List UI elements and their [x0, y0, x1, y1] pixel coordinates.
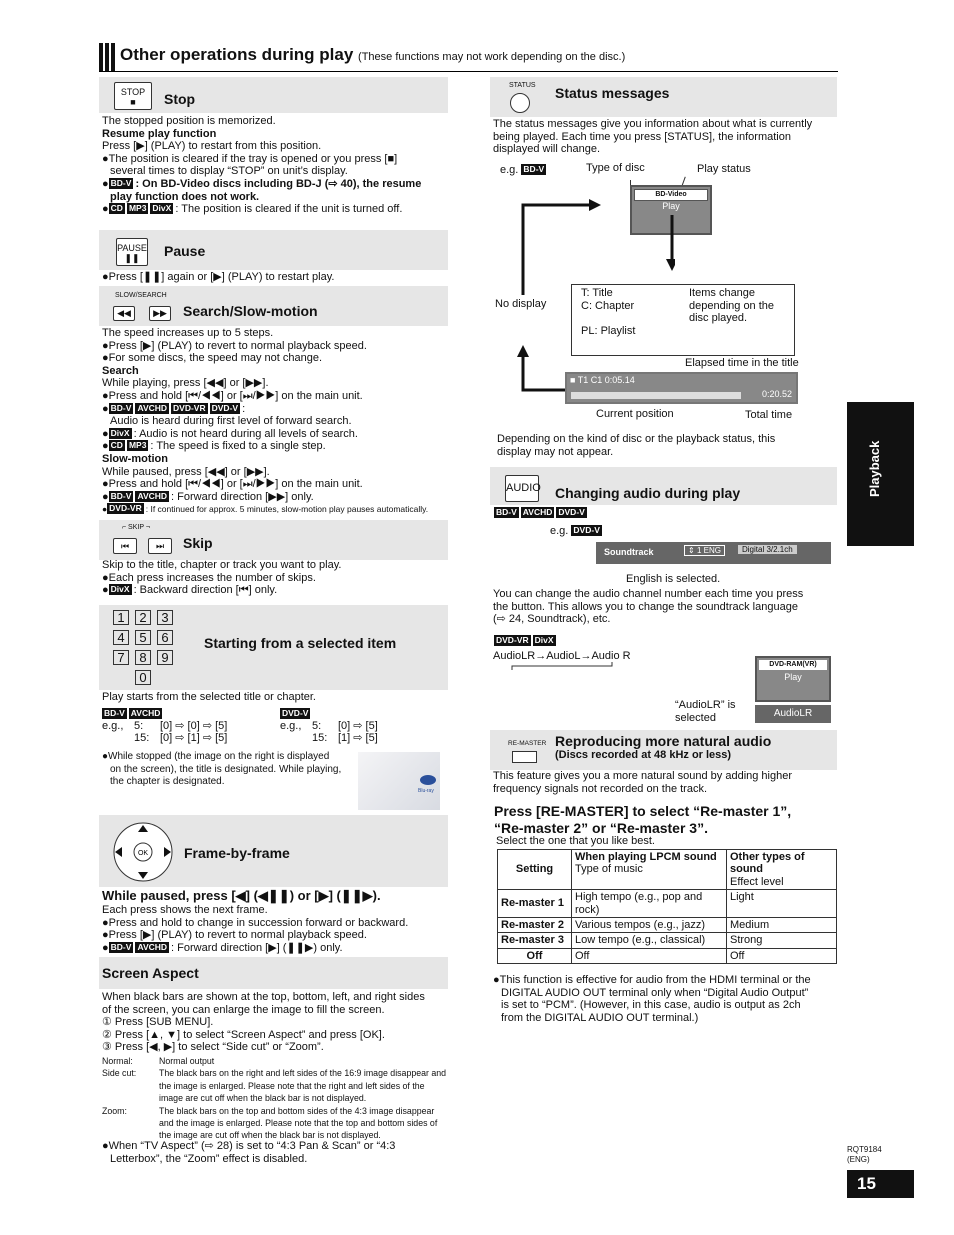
- tag-bd-v: BD-V: [104, 708, 125, 718]
- table-header-cell: [727, 850, 837, 890]
- tag-avchd: AVCHD: [522, 507, 553, 517]
- table-cell: Low tempo (e.g., classical): [572, 933, 727, 948]
- search-line: : The speed is fixed to a single step.: [150, 440, 326, 453]
- ram-label: DVD-RAM(VR): [759, 660, 827, 670]
- soundtrack-language: ⇕ 1 ENG: [684, 545, 725, 556]
- remaster-table: [497, 849, 837, 964]
- eg-label: e.g.,: [280, 720, 302, 732]
- remaster-select-line: Select the one that you like best.: [496, 835, 655, 847]
- fast-forward-icon: ▶▶: [149, 306, 171, 321]
- audiolr-selected-label: [675, 699, 736, 724]
- tag-divx: DivX: [110, 584, 130, 595]
- audio-tags: [494, 507, 589, 519]
- tag-divx: DivX: [534, 635, 554, 645]
- note-line: DIGITAL AUDIO OUT terminal only when “Digital Audio Output”: [501, 986, 809, 999]
- ram-play: Play: [784, 672, 802, 682]
- search-line: While paused, press [◀◀] or [▶▶].: [102, 465, 270, 478]
- eg-value: [1] ⇨ [5]: [338, 732, 378, 745]
- svg-text:Blu-ray: Blu-ray: [418, 788, 434, 794]
- remaster-button-label: RE-MASTER: [508, 740, 547, 747]
- search-body: The speed increases up to 5 steps. ●Press [▶] (PLAY) to revert to normal playback speed. ●For some discs, the speed may not change. Search While playing, press [◀◀] or [▶▶]. ●Press and hold [⏮/◀◀] or [⏭/▶▶] on the main unit. ● BD-V AVCHD DVD-VR DVD-V : Audio is heard during first level of forward search. ● DivX : Audio is not heard during all levels of search. ● CD MP3 : The speed is fixed to a single step. Slow-motion While paused, press [◀◀] or [▶▶]. ●Press and hold [⏮/◀◀] or [⏭/▶▶] on the main unit. ● BD-V AVCHD : Forward direction [▶▶] only. ● DVD-VR : If continued for approx. 5 minutes, slow-motion play pauses automatically.: [102, 327, 447, 516]
- search-button-label: SLOW/SEARCH: [115, 292, 167, 299]
- table-row: [498, 918, 837, 933]
- info-box: [571, 284, 795, 356]
- status-line: The status messages give you information about what is currently: [493, 118, 813, 130]
- table-row: [498, 948, 837, 963]
- total-time-value: 0:20.52: [761, 389, 792, 399]
- info-line: Items change: [689, 287, 756, 299]
- audio-body: [493, 588, 838, 626]
- doc-code-line: (ENG): [847, 1155, 870, 1164]
- stop-line: The stopped position is memorized.: [102, 115, 276, 127]
- audio-button-icon: AUDIO: [505, 475, 539, 502]
- remaster-note: [493, 974, 838, 1024]
- side-tab-label: Playback: [867, 440, 882, 497]
- def-term: Normal:: [102, 1056, 133, 1066]
- skip-back-icon: ⏮: [113, 538, 137, 554]
- status-screen-2: [565, 372, 798, 404]
- soundtrack-label: Soundtrack: [604, 547, 654, 557]
- tag-avchd: AVCHD: [137, 490, 168, 501]
- aspect-line: When black bars are shown at the top, bottom, left, and right sides: [102, 991, 425, 1003]
- header-line: Effect level: [730, 875, 784, 888]
- pause-button-label: PAUSE: [117, 243, 147, 253]
- progress-bar: [571, 392, 741, 399]
- tag-mp3: MP3: [128, 203, 147, 214]
- eg-key: 15:: [134, 732, 150, 745]
- note-line: Depending on the kind of disc or the playback status, this: [497, 433, 776, 445]
- no-display-label: No display: [495, 298, 547, 310]
- eg-value: [0] ⇨ [5]: [338, 720, 378, 732]
- bluray-disc-icon: [358, 752, 440, 810]
- stop-line: several times to display “STOP” on unit’s display.: [110, 165, 348, 178]
- audio-cycle: AudioLR→AudioL→Audio R: [493, 650, 631, 662]
- tag-dvd-v: DVD-V: [573, 525, 600, 535]
- status-button-label: STATUS: [509, 82, 536, 89]
- stop-body: The stopped position is memorized. Resume play function Press [▶] (PLAY) to restart from this position. ●The position is cleared if the tray is opened or you press [■] several times to display “STOP” on unit’s display. ● BD-V : On BD-Video discs including BD-J (⇨ 40), the resume play function does not work. ● CD MP3 DivX : The position is cleared if the unit is turned off.: [102, 115, 447, 216]
- eg-label: e.g.,: [102, 720, 124, 732]
- def-text: The black bars on the right and left sides of the 16:9 image disappear and the image is enlarged. Please note that the right and left sides of the image are cut off when the black bar is not displayed.: [159, 1068, 447, 1104]
- dpad-icon: [108, 820, 178, 884]
- search-line: : Audio is not heard during all levels of search.: [133, 427, 358, 440]
- tag-avchd: AVCHD: [137, 941, 168, 952]
- pause-button-icon: PAUSE ❚❚: [116, 238, 148, 266]
- soundtrack-format: Digital 3/2.1ch: [738, 545, 797, 554]
- search-subheading: Search: [102, 364, 139, 377]
- frame-line: : Forward direction [▶] (❚❚▶) only.: [171, 941, 343, 954]
- table-cell: Re-master 3: [498, 933, 572, 948]
- selected-left-tags: [102, 708, 164, 720]
- aspect-definitions: [102, 1055, 447, 1142]
- header-bars: [99, 43, 115, 71]
- dvd-ram-screen: [755, 656, 831, 702]
- type-of-disc-label: Type of disc: [586, 162, 645, 174]
- def-text: Normal output: [159, 1056, 215, 1066]
- eg-label: e.g.: [550, 525, 569, 537]
- play-status-label: Play status: [697, 163, 751, 175]
- status-body: [493, 118, 838, 156]
- tag-dvd-vr: DVD-VR: [173, 402, 206, 413]
- skip-label-text: SKIP: [128, 524, 144, 531]
- eg-label: e.g.: [500, 164, 519, 176]
- key-2: 2: [135, 610, 151, 625]
- note-line: is set to “PCM”. (However, in this case, audio is output as 2ch: [501, 999, 801, 1012]
- frame-body: Each press shows the next frame. ●Press and hold to change in succession forward or backward. ●Press [▶] (PLAY) to revert to normal playback speed. ● BD-V AVCHD : Forward direction [▶] (❚❚▶) only.: [102, 904, 447, 954]
- tag-divx: DivX: [110, 427, 130, 438]
- table-cell: Light: [727, 890, 837, 918]
- key-0: 0: [135, 670, 151, 685]
- header-line: When playing LPCM sound: [575, 851, 717, 863]
- tag-avchd: AVCHD: [137, 402, 168, 413]
- selected-right-tags: [280, 708, 312, 720]
- status-line: being played. Each time you press [STATUS], the information: [493, 130, 791, 143]
- search-line: ●For some discs, the speed may not change.: [102, 352, 323, 365]
- stop-line: : On BD-Video discs including BD-J (⇨ 40), the resume: [135, 177, 422, 190]
- tag-bd-v: BD-V: [110, 941, 132, 952]
- aspect-line: ① Press [SUB MENU].: [102, 1016, 214, 1029]
- info-line: [581, 312, 635, 325]
- remaster-heading: Reproducing more natural audio: [555, 733, 772, 749]
- remaster-subheading: (Discs recorded at 48 kHz or less): [555, 749, 732, 761]
- audio-line: You can change the audio channel number each time you press: [493, 588, 804, 600]
- table-cell: Off: [572, 948, 727, 963]
- total-time-label: Total time: [745, 409, 793, 421]
- aspect-heading: Screen Aspect: [102, 965, 199, 981]
- skip-line: ●Each press increases the number of skips.: [102, 571, 316, 584]
- aspect-line: ③ Press [◀, ▶] to select “Side cut” or “Zoom”.: [102, 1041, 324, 1054]
- search-line: :: [242, 402, 246, 415]
- tag-dvd-v: DVD-V: [282, 708, 309, 718]
- selected-right-example: [280, 720, 378, 745]
- search-line: ●Press [▶] (PLAY) to revert to normal playback speed.: [102, 339, 367, 352]
- table-cell: Off: [727, 948, 837, 963]
- stop-button-icon: STOP ■: [114, 82, 152, 110]
- eg-key: 5:: [312, 720, 322, 732]
- remaster-line: frequency signals not recorded on the track.: [493, 782, 708, 795]
- selected-line: Play starts from the selected title or chapter.: [102, 691, 316, 703]
- key-3: 3: [157, 610, 173, 625]
- info-line: depending on the: [689, 299, 775, 312]
- frame-line: ●Press and hold to change in succession forward or backward.: [102, 916, 409, 929]
- table-cell: Re-master 2: [498, 918, 572, 933]
- stop-line: Press [▶] (PLAY) to restart from this position.: [102, 140, 322, 153]
- aspect-body: [102, 991, 450, 1054]
- key-6: 6: [157, 630, 173, 645]
- tag-avchd: AVCHD: [130, 708, 161, 718]
- slow-subheading: Slow-motion: [102, 452, 168, 465]
- note-line: the chapter is designated.: [110, 776, 225, 788]
- eng-text: 1 ENG: [696, 546, 721, 555]
- frame-line: ●Press [▶] (PLAY) to revert to normal playback speed.: [102, 929, 367, 942]
- selected-note: [102, 751, 352, 789]
- table-cell: Medium: [727, 918, 837, 933]
- status-eg: [500, 164, 548, 176]
- search-line: : If continued for approx. 5 minutes, slow-motion play pauses automatically.: [145, 504, 429, 515]
- disc-type-box: BD-Video: [634, 189, 708, 201]
- stop-heading: Stop: [164, 91, 196, 107]
- play-status-box: Play: [662, 201, 680, 211]
- bar-text: ■ T1 C1 0:05.14: [570, 375, 635, 385]
- key-1: 1: [113, 610, 129, 625]
- note-line: from the DIGITAL AUDIO OUT terminal.): [501, 1011, 699, 1024]
- table-row: [498, 933, 837, 948]
- playback-side-tab: [847, 402, 914, 546]
- tag-bd-v: BD-V: [110, 177, 132, 188]
- aspect-line: of the screen, you can enlarge the image to fill the screen.: [102, 1003, 385, 1016]
- frame-subheading: While paused, press [◀] (◀❚❚) or [▶] (❚❚▶).: [102, 888, 381, 903]
- note-line: ●While stopped (the image on the right is displayed: [102, 751, 330, 762]
- search-line: ●Press and hold [⏮/◀◀] or [⏭/▶▶] on the main unit.: [102, 389, 363, 402]
- instruction-line: “Re-master 2” or “Re-master 3”.: [494, 819, 708, 836]
- skip-button-label: ⌐ SKIP ¬: [122, 524, 150, 531]
- info-line: PL: Playlist: [581, 324, 636, 337]
- audio-eg: [550, 525, 604, 537]
- def-term: Zoom:: [102, 1105, 127, 1116]
- header-rule: [99, 71, 838, 72]
- instruction-line: Press [RE-MASTER] to select “Re-master 1”,: [494, 803, 792, 819]
- skip-body: Skip to the title, chapter or track you want to play. ●Each press increases the number of skips. ● DivX : Backward direction [⏮] only.: [102, 559, 447, 597]
- key-7: 7: [113, 650, 129, 665]
- search-heading: Search/Slow-motion: [183, 303, 318, 319]
- def-term: Side cut:: [102, 1068, 137, 1079]
- note-line: Letterbox”, the “Zoom” effect is disabled.: [110, 1152, 308, 1165]
- current-position-label: Current position: [596, 408, 674, 420]
- label-line: “AudioLR” is: [675, 699, 736, 711]
- audio-heading: Changing audio during play: [555, 485, 741, 501]
- page-title: [120, 45, 625, 65]
- note-line: ●This function is effective for audio from the HDMI terminal or the: [493, 974, 811, 986]
- table-header-row: [498, 850, 837, 890]
- search-line: Audio is heard during first level of forward search.: [110, 415, 352, 428]
- soundtrack-bar: [596, 542, 831, 564]
- ok-label: OK: [137, 850, 149, 857]
- rewind-icon: ◀◀: [113, 306, 135, 321]
- skip-forward-icon: ⏭: [148, 538, 172, 554]
- frame-heading: Frame-by-frame: [184, 845, 290, 861]
- info-line: T: Title: [581, 287, 613, 299]
- pause-line: ●Press [❚❚] again or [▶] (PLAY) to restart play.: [102, 271, 335, 283]
- stop-resume-heading: Resume play function: [102, 127, 217, 140]
- status-note: [497, 433, 842, 458]
- selected-left-example: [102, 720, 227, 745]
- status-button-icon: [510, 93, 530, 113]
- key-4: 4: [113, 630, 129, 645]
- stop-button-label: STOP: [120, 87, 146, 97]
- selected-heading: Starting from a selected item: [204, 635, 397, 651]
- status-line: displayed will change.: [493, 143, 601, 156]
- header-line: Other types of sound: [730, 851, 805, 876]
- info-line: disc played.: [689, 312, 748, 325]
- aspect-line: ② Press [▲, ▼] to select “Screen Aspect” and press [OK].: [102, 1028, 385, 1041]
- header-line: Type of music: [575, 863, 643, 876]
- tag-dvd-vr: DVD-VR: [496, 635, 529, 645]
- label-line: selected: [675, 711, 716, 724]
- note-line: ●When “TV Aspect” (⇨ 28) is set to “4:3 Pan & Scan” or “4:3: [102, 1140, 396, 1152]
- table-cell: High tempo (e.g., pop and rock): [572, 890, 727, 918]
- stop-line: play function does not work.: [110, 190, 260, 203]
- remaster-body: [493, 770, 838, 795]
- table-header-cell: [572, 850, 727, 890]
- stop-line: : The position is cleared if the unit is turned off.: [175, 203, 403, 216]
- audiolr-box: AudioLR: [755, 705, 831, 723]
- note-line: display may not appear.: [497, 445, 614, 458]
- skip-line: Skip to the title, chapter or track you want to play.: [102, 559, 342, 571]
- table-header-cell: Setting: [498, 850, 572, 890]
- tag-bd-v: BD-V: [523, 164, 545, 174]
- tag-divx: DivX: [152, 203, 172, 214]
- remaster-line: This feature gives you a more natural sound by adding higher: [493, 770, 793, 782]
- search-line: While playing, press [◀◀] or [▶▶].: [102, 377, 269, 390]
- elapsed-label: Elapsed time in the title: [685, 357, 799, 369]
- tag-bd-v: BD-V: [110, 490, 132, 501]
- aspect-note: [102, 1140, 447, 1165]
- remaster-button-icon: [512, 751, 537, 763]
- eg-value: [0] ⇨ [0] ⇨ [5]: [160, 720, 228, 732]
- eg-key: 5:: [134, 720, 144, 732]
- skip-line: : Backward direction [⏮] only.: [133, 584, 278, 597]
- skip-heading: Skip: [183, 535, 213, 551]
- remaster-instruction: [494, 803, 791, 836]
- tag-bd-v: BD-V: [110, 402, 132, 413]
- tag-mp3: MP3: [128, 440, 147, 451]
- doc-code: [847, 1145, 882, 1165]
- table-row: [498, 890, 837, 918]
- note-line: on the screen), the title is designated. While playing,: [110, 763, 342, 775]
- bluray-logo-image: [358, 752, 440, 810]
- audio-line: (⇨ 24, Soundtrack), etc.: [493, 613, 611, 626]
- table-cell: Strong: [727, 933, 837, 948]
- title-subtitle: (These functions may not work depending on the disc.): [358, 51, 626, 63]
- eg-key: 15:: [312, 732, 328, 745]
- key-5: 5: [135, 630, 151, 645]
- audio-cycle-arrow: [508, 662, 618, 672]
- tag-dvd-v: DVD-V: [558, 507, 585, 517]
- search-line: ●Press and hold [⏮/◀◀] or [⏭/▶▶] on the main unit.: [102, 478, 363, 491]
- page-number: 15: [847, 1170, 914, 1198]
- tag-cd: CD: [110, 203, 123, 214]
- audio-line: the button. This allows you to change the soundtrack language: [493, 600, 798, 613]
- table-cell: Off: [498, 948, 572, 963]
- doc-code-line: RQT9184: [847, 1145, 882, 1154]
- status-heading: Status messages: [555, 85, 670, 101]
- table-cell: Re-master 1: [498, 890, 572, 918]
- frame-line: Each press shows the next frame.: [102, 904, 268, 916]
- key-8: 8: [135, 650, 151, 665]
- tag-cd: CD: [110, 440, 123, 451]
- info-line: C: Chapter: [581, 299, 635, 312]
- english-selected-label: English is selected.: [626, 573, 721, 585]
- audio-tags-2: [494, 635, 558, 647]
- tag-dvd-v: DVD-V: [211, 402, 239, 413]
- stop-line: ●The position is cleared if the tray is opened or you press [■]: [102, 152, 398, 165]
- key-9: 9: [157, 650, 173, 665]
- table-cell: Various tempos (e.g., jazz): [572, 918, 727, 933]
- title-text: Other operations during play: [120, 45, 354, 64]
- pause-section-header: [99, 230, 448, 270]
- pause-heading: Pause: [164, 243, 206, 259]
- tag-dvd-vr: DVD-VR: [109, 503, 142, 514]
- eg-value: [0] ⇨ [1] ⇨ [5]: [160, 732, 228, 745]
- def-text: The black bars on the top and bottom sides of the 4:3 image disappear and the image is enlarged. Please note that the top and bottom sides of the image are cut off when the black bar is not displayed.: [159, 1105, 438, 1141]
- search-line: : Forward direction [▶▶] only.: [171, 490, 314, 503]
- tag-bd-v: BD-V: [496, 507, 517, 517]
- search-line: The speed increases up to 5 steps.: [102, 327, 274, 339]
